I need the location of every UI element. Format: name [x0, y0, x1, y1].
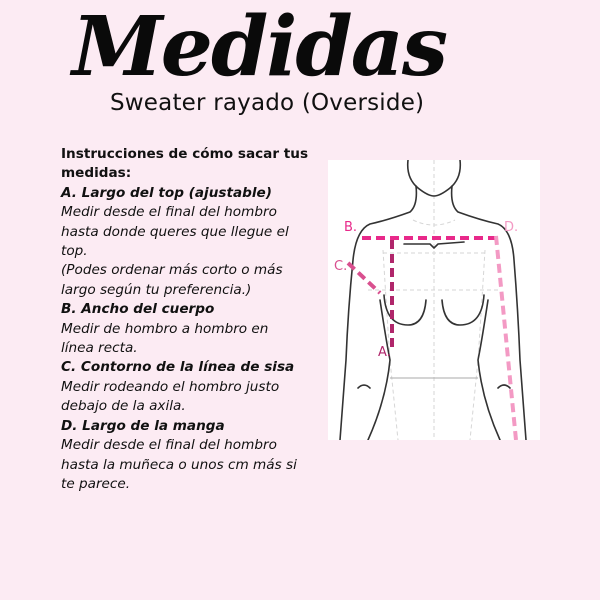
- body-measurement-figure: [328, 160, 540, 440]
- instruction-line: Medir rodeando el hombro justo: [61, 378, 280, 395]
- instruction-title: C. Contorno de la línea de sisa: [61, 359, 295, 376]
- instruction-title: D. Largo de la manga: [61, 417, 225, 434]
- instruction-item-b: [61, 300, 341, 358]
- instruction-item-a: [61, 184, 341, 300]
- instructions-heading-line: medidas:: [61, 165, 132, 182]
- instruction-line: Medir de hombro a hombro en: [61, 320, 269, 337]
- instruction-line: (Podes ordenar más corto o más: [61, 262, 283, 279]
- page-subtitle: Sweater rayado (Overside): [110, 90, 425, 116]
- instruction-line: hasta donde queres que llegue el: [61, 223, 289, 240]
- measure-line-c: [348, 263, 380, 293]
- instruction-title: A. Largo del top (ajustable): [61, 184, 272, 201]
- instruction-item-d: [61, 417, 341, 495]
- instruction-line: hasta la muñeca o unos cm más si: [61, 456, 297, 473]
- page-title: Medidas: [72, 0, 447, 95]
- label-a: A.: [378, 345, 391, 360]
- instruction-line: línea recta.: [61, 340, 138, 357]
- instruction-item-c: [61, 358, 341, 416]
- instruction-line: Medir desde el final del hombro: [61, 437, 277, 454]
- label-b: B.: [344, 220, 358, 235]
- instruction-line: debajo de la axila.: [61, 398, 186, 415]
- instructions-heading-line: Instrucciones de cómo sacar tus: [61, 146, 309, 162]
- instruction-line: te parece.: [61, 475, 131, 492]
- instruction-line: largo según tu preferencia.): [61, 281, 252, 298]
- instruction-line: top.: [61, 243, 88, 260]
- instructions-heading: [61, 145, 341, 184]
- instruction-title: B. Ancho del cuerpo: [61, 301, 215, 318]
- torso-illustration: [328, 160, 540, 440]
- instruction-line: Medir desde el final del hombro: [61, 204, 277, 221]
- measure-line-d: [496, 236, 516, 440]
- instructions-block: [61, 145, 341, 494]
- label-c: C.: [334, 259, 348, 274]
- label-d: D.: [504, 220, 519, 235]
